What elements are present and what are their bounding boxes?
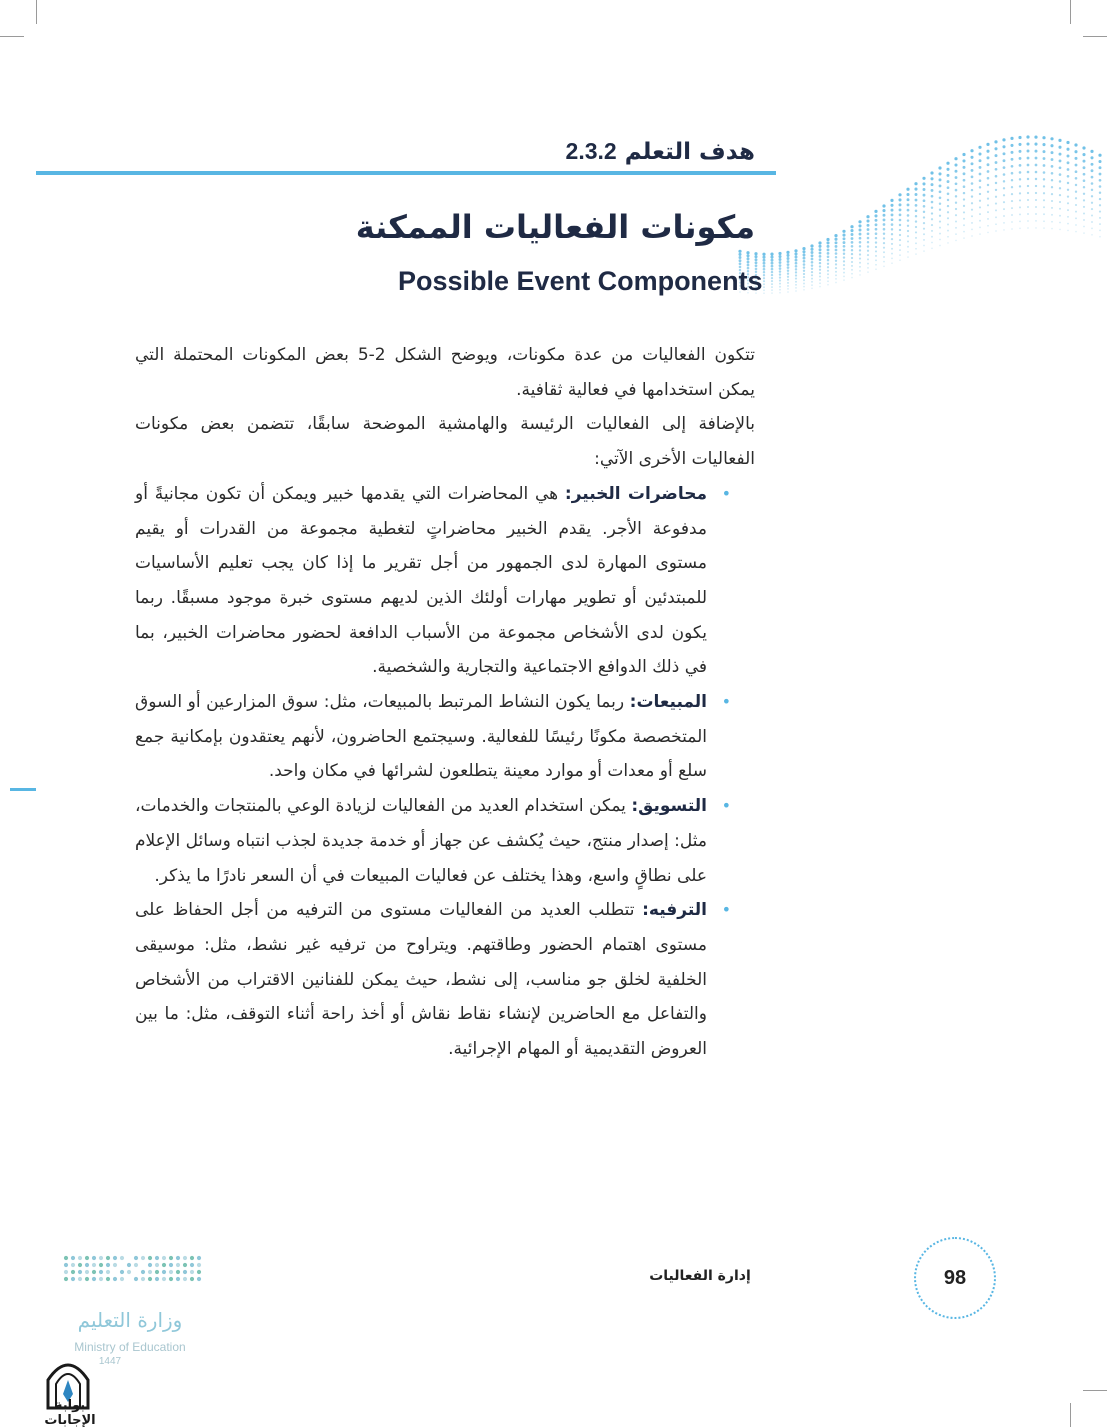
- learning-goal-label: هدف التعلم: [624, 139, 755, 165]
- crop-mark-top-left-h: [0, 36, 24, 37]
- list-item-text: ربما يكون النشاط المرتبط بالمبيعات، مثل: سوق المزارعين أو السوق المتخصصة مكونًا رئيسًا للفعالية. وسيجتمع الحاضرون، لأنهم يعتقدون بإمكانية جمع سلع أو معدات أو موارد معينة يتطلعون لشرائها في مكان واحد.: [135, 692, 707, 782]
- ministry-name-english: Ministry of Education: [74, 1340, 186, 1354]
- crop-mark-bottom-right-h: [1083, 1390, 1107, 1391]
- list-item-text: تتطلب العديد من الفعاليات مستوى من الترفيه من أجل الحفاظ على مستوى اهتمام الحضور وطاقتهم. ويتراوح من ترفيه غير نشط، مثل: موسيقى الخلفية لخلق جو مناسب، إلى نشط، حيث يمكن للفنانين الاقتراب من الأشخاص والتفاعل مع الحاضرين لإنشاء نقاط نقاش أو أخذ راحة أثناء التوقف، مثل: ما بين العروض التقديمية أو المهام الإجرائية.: [135, 900, 707, 1060]
- portal-name: بوابة الإجابات: [44, 1398, 96, 1428]
- bullet-icon: •: [721, 483, 731, 503]
- book-title: إدارة الفعاليات: [649, 1268, 751, 1284]
- page-number-badge: [914, 1237, 996, 1319]
- learning-goal-heading: [355, 138, 755, 165]
- crop-mark-top-right: [1070, 0, 1071, 24]
- intro-paragraph-1: تتكون الفعاليات من عدة مكونات، ويوضح الشكل 2-5 بعض المكونات المحتملة التي يمكن استخدامها في فعالية ثقافية.: [135, 345, 755, 400]
- list-item: [135, 477, 755, 685]
- list-item-term: المبيعات:: [629, 692, 707, 713]
- list-item-term: الترفيه:: [642, 900, 707, 921]
- list-item-term: محاضرات الخبير:: [564, 483, 707, 504]
- learning-goal-number: 2.3.2: [565, 138, 617, 164]
- components-list: [135, 477, 755, 1067]
- list-item-text: يمكن استخدام العديد من الفعاليات لزيادة الوعي بالمنتجات والخدمات، مثل: إصدار منتج، حيث يُكشف عن جهاز أو خدمة جديدة لجذب انتباه وسائل الإعلام على نطاقٍ واسع، وهذا يختلف عن فعاليات المبيعات في أن السعر نادرًا ما يذكر.: [135, 796, 707, 886]
- crop-mark-top-left: [36, 0, 37, 24]
- ministry-name-arabic: وزارة التعليم: [77, 1308, 183, 1332]
- ministry-year: 1447: [98, 1356, 122, 1367]
- list-item: [135, 685, 755, 789]
- list-item-text: هي المحاضرات التي يقدمها خبير ويمكن أن تكون مجانيةً أو مدفوعة الأجر. يقدم الخبير محاضراتٍ لتغطية مجموعة من القدرات أو يقيم مستوى المهارة لدى الجمهور من أجل تقرير ما إذا كان يجب تعليم الأساسيات للمبتدئين أو تطوير مهارات أولئك الذين لديهم مستوى خبرة موجود مسبقًا. ربما يكون لدى الأشخاص مجموعة من الأسباب الدافعة لحضور محاضرات الخبير، بما في ذلك الدوافع الاجتماعية والتجارية والشخصية.: [135, 483, 707, 678]
- page-title-english: Possible Event Components: [398, 266, 763, 296]
- page-title-arabic: مكونات الفعاليات الممكنة: [355, 208, 755, 246]
- list-item: [135, 893, 755, 1067]
- crop-mark-top-right-h: [1083, 36, 1107, 37]
- list-item: [135, 789, 755, 893]
- margin-marker: [10, 788, 36, 791]
- bullet-icon: •: [721, 796, 731, 816]
- bullet-icon: •: [721, 900, 731, 920]
- page-number: 98: [943, 1266, 967, 1289]
- intro-paragraph-2: بالإضافة إلى الفعاليات الرئيسة والهامشية الموضحة سابقًا، تتضمن بعض مكونات الفعاليات الأخرى الآتي:: [135, 414, 755, 470]
- header-rule: [36, 171, 776, 175]
- body-content: [135, 338, 755, 1067]
- crop-mark-bottom-right: [1070, 1403, 1071, 1427]
- bullet-icon: •: [721, 692, 731, 712]
- list-item-term: التسويق:: [631, 796, 707, 817]
